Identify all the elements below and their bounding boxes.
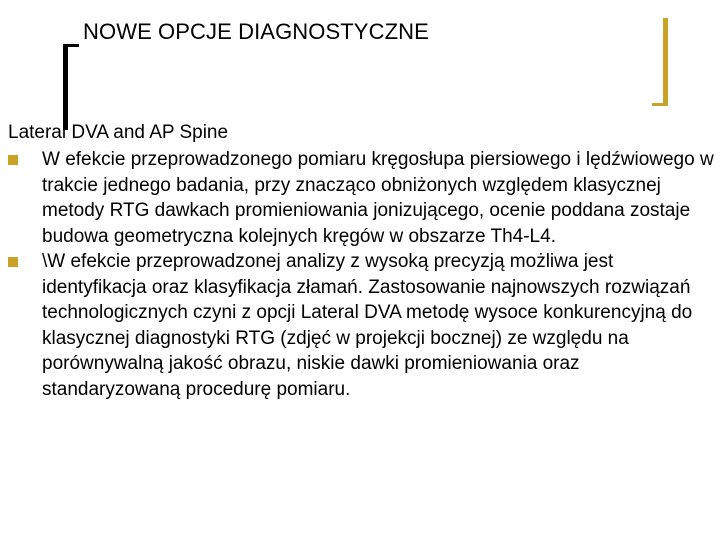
left-bracket-decoration (63, 44, 68, 130)
slide-subtitle: Lateral DVA and AP Spine (8, 122, 229, 143)
right-bracket-decoration (663, 18, 668, 106)
slide-title: NOWE OPCJE DIAGNOSTYCZNE (83, 19, 429, 44)
square-bullet-icon (8, 257, 18, 267)
bullet-text-2: \W efekcie przeprowadzonej analizy z wysoką precyzją możliwa jest identyfikacja oraz klasyfikacja złamań. Zastosowanie najnowszych rozwiązań technologicznych czyni z opcji Lateral DVA metodę wysoce konkurencyjną do klasycznej diagnostyki RTG (zdjęć w projekcji bocznej) ze względu na porównywalną jakość obrazu, niskie dawki promieniowania oraz standaryzowaną procedurę pomiaru. (42, 251, 693, 400)
bullet-item-1 (8, 147, 714, 249)
bullet-text-1: W efekcie przeprowadzonego pomiaru kręgosłupa piersiowego i lędźwiowego w trakcie jednego badania, przy znacząco obniżonych względem klasycznej metody RTG dawkach promieniowania jonizującego, ocenie poddana zostaje budowa geometryczna kolejnych kręgów w obszarze Th4-L4. (42, 149, 714, 247)
bullet-list (8, 147, 714, 402)
bullet-item-2 (8, 249, 714, 402)
right-bracket-bottom-decoration (652, 103, 668, 106)
square-bullet-icon (8, 155, 18, 165)
left-bracket-top-decoration (63, 44, 79, 47)
